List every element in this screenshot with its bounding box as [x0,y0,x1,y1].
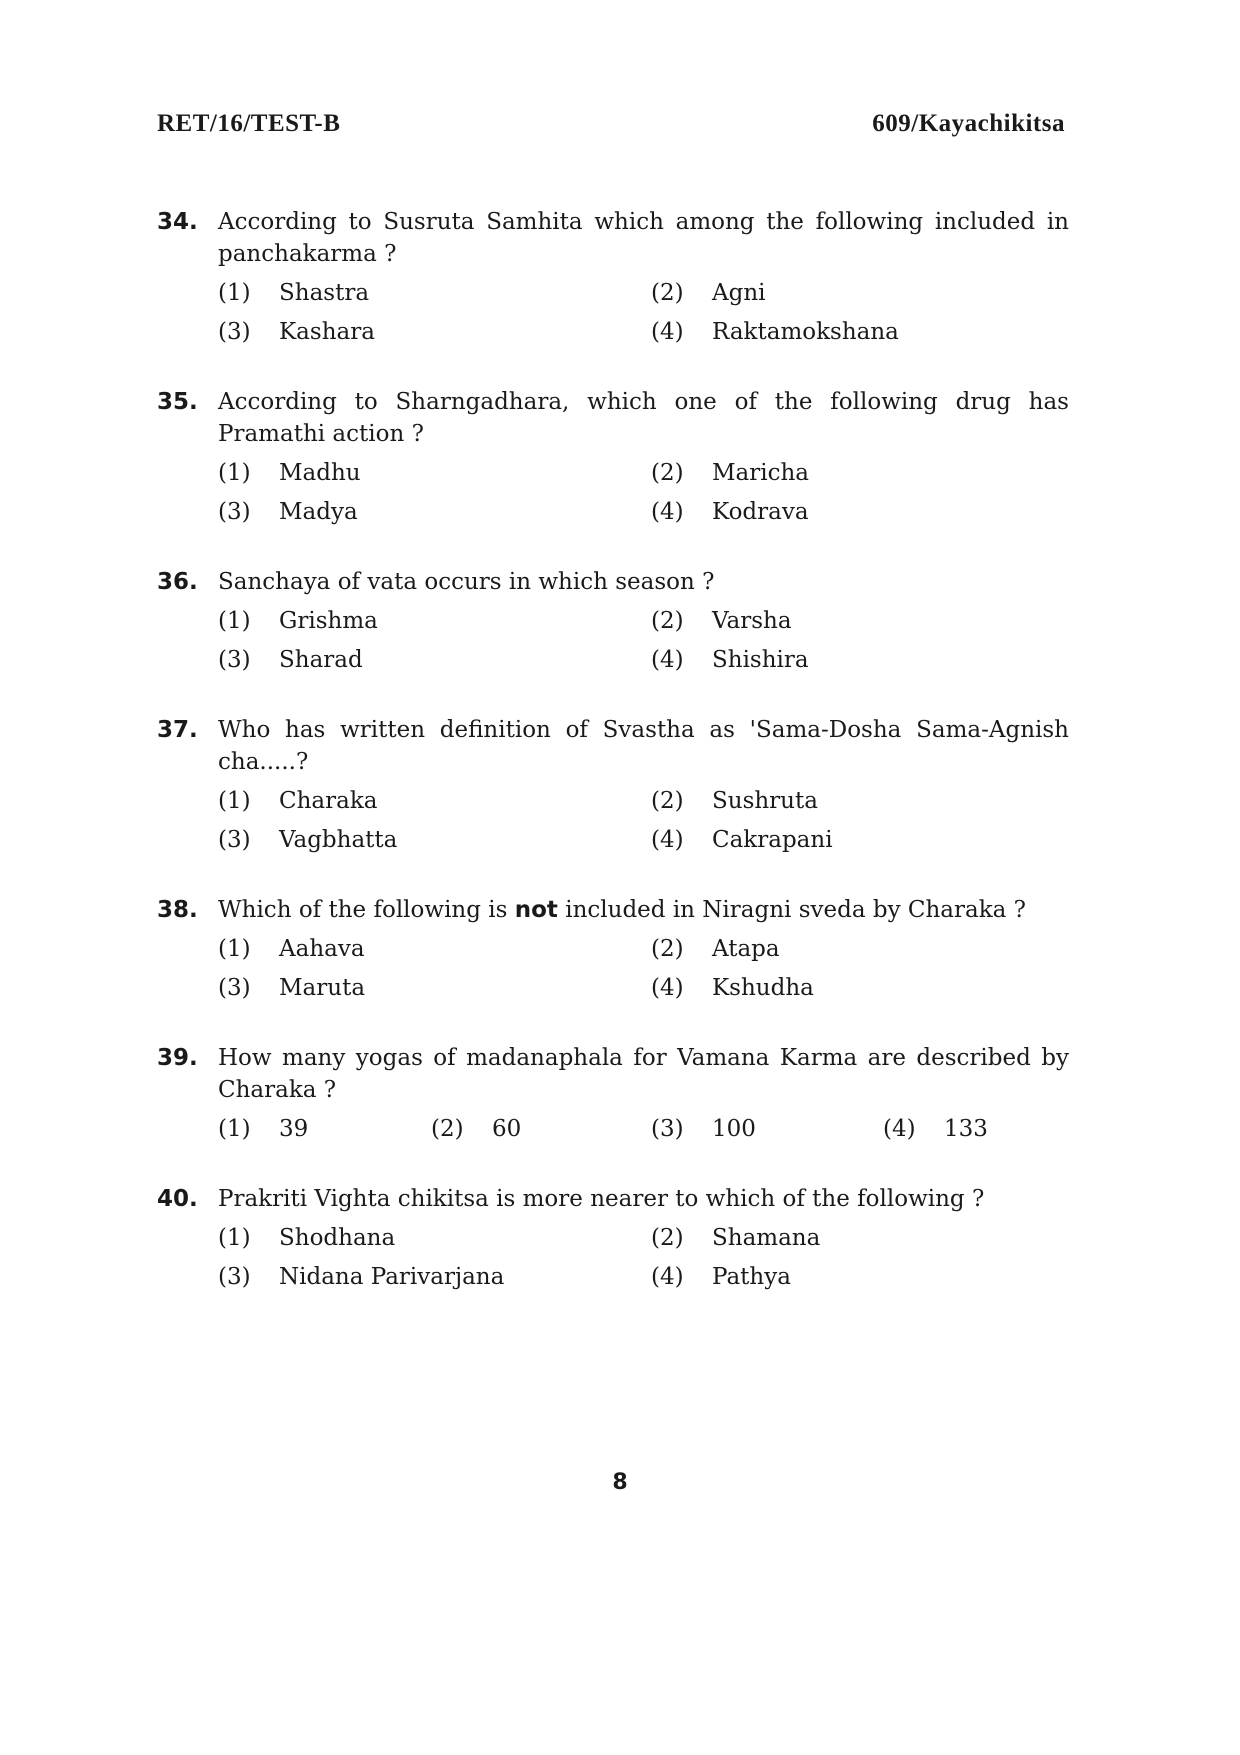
question-number: 37. [157,717,198,743]
option-4: (4) 133 [883,1116,988,1142]
option-1: (1) Aahava [218,936,365,962]
option-3: (3) Nidana Parivarjana [218,1264,505,1290]
option-4: (4) Cakrapani [651,827,833,853]
option-4: (4) Kodrava [651,499,809,525]
question-text: According to Susruta Samhita which among the following included in panchakarma ? [218,209,1069,267]
option-3: (3) 100 [651,1116,756,1142]
question-number: 38. [157,897,198,923]
options-grid [218,458,1069,528]
option-2: (2) 60 [431,1116,522,1142]
question-text: How many yogas of madanaphala for Vamana Karma are described by Charaka ? [218,1045,1069,1103]
question-text: Sanchaya of vata occurs in which season ? [218,569,715,595]
option-4: (4) Pathya [651,1264,791,1290]
option-1: (1) Madhu [218,460,361,486]
question-number: 40. [157,1186,198,1212]
options-grid [218,278,1069,348]
options-row [218,1114,1069,1145]
option-2: (2) Maricha [651,460,810,486]
options-grid [218,934,1069,1004]
option-1: (1) Shodhana [218,1225,396,1251]
option-3: (3) Kashara [218,319,375,345]
option-2: (2) Shamana [651,1225,821,1251]
option-2: (2) Atapa [651,936,780,962]
options-grid [218,1223,1069,1293]
page-number: 8 [612,1470,628,1495]
question-text: Prakriti Vighta chikitsa is more nearer to which of the following ? [218,1186,985,1212]
option-1: (1) Charaka [218,788,378,814]
option-4: (4) Kshudha [651,975,814,1001]
question-list [157,206,1069,1331]
option-1: (1) Grishma [218,608,378,634]
emphasis-not: not [514,897,558,923]
option-3: (3) Sharad [218,647,363,673]
option-2: (2) Agni [651,280,766,306]
option-3: (3) Vagbhatta [218,827,398,853]
question-34 [157,206,1069,348]
exam-code: RET/16/TEST-B [157,110,341,137]
question-39 [157,1042,1069,1145]
question-number: 39. [157,1045,198,1071]
question-38 [157,894,1069,1004]
question-number: 36. [157,569,198,595]
options-grid [218,786,1069,856]
question-text: Which of the following is not included in Niragni sveda by Charaka ? [218,897,1026,923]
options-grid [218,606,1069,676]
option-4: (4) Raktamokshana [651,319,899,345]
option-2: (2) Varsha [651,608,792,634]
option-1: (1) Shastra [218,280,370,306]
option-3: (3) Maruta [218,975,366,1001]
question-number: 34. [157,209,198,235]
question-35 [157,386,1069,528]
question-37 [157,714,1069,856]
question-text: Who has written definition of Svastha as 'Sama-Dosha Sama-Agnish cha.....? [218,717,1069,775]
option-1: (1) 39 [218,1116,309,1142]
page-header [157,110,1065,138]
option-2: (2) Sushruta [651,788,818,814]
question-text: According to Sharngadhara, which one of the following drug has Pramathi action ? [218,389,1069,447]
question-number: 35. [157,389,198,415]
question-36 [157,566,1069,676]
question-40 [157,1183,1069,1293]
subject-code: 609/Kayachikitsa [872,110,1065,137]
option-3: (3) Madya [218,499,358,525]
option-4: (4) Shishira [651,647,809,673]
